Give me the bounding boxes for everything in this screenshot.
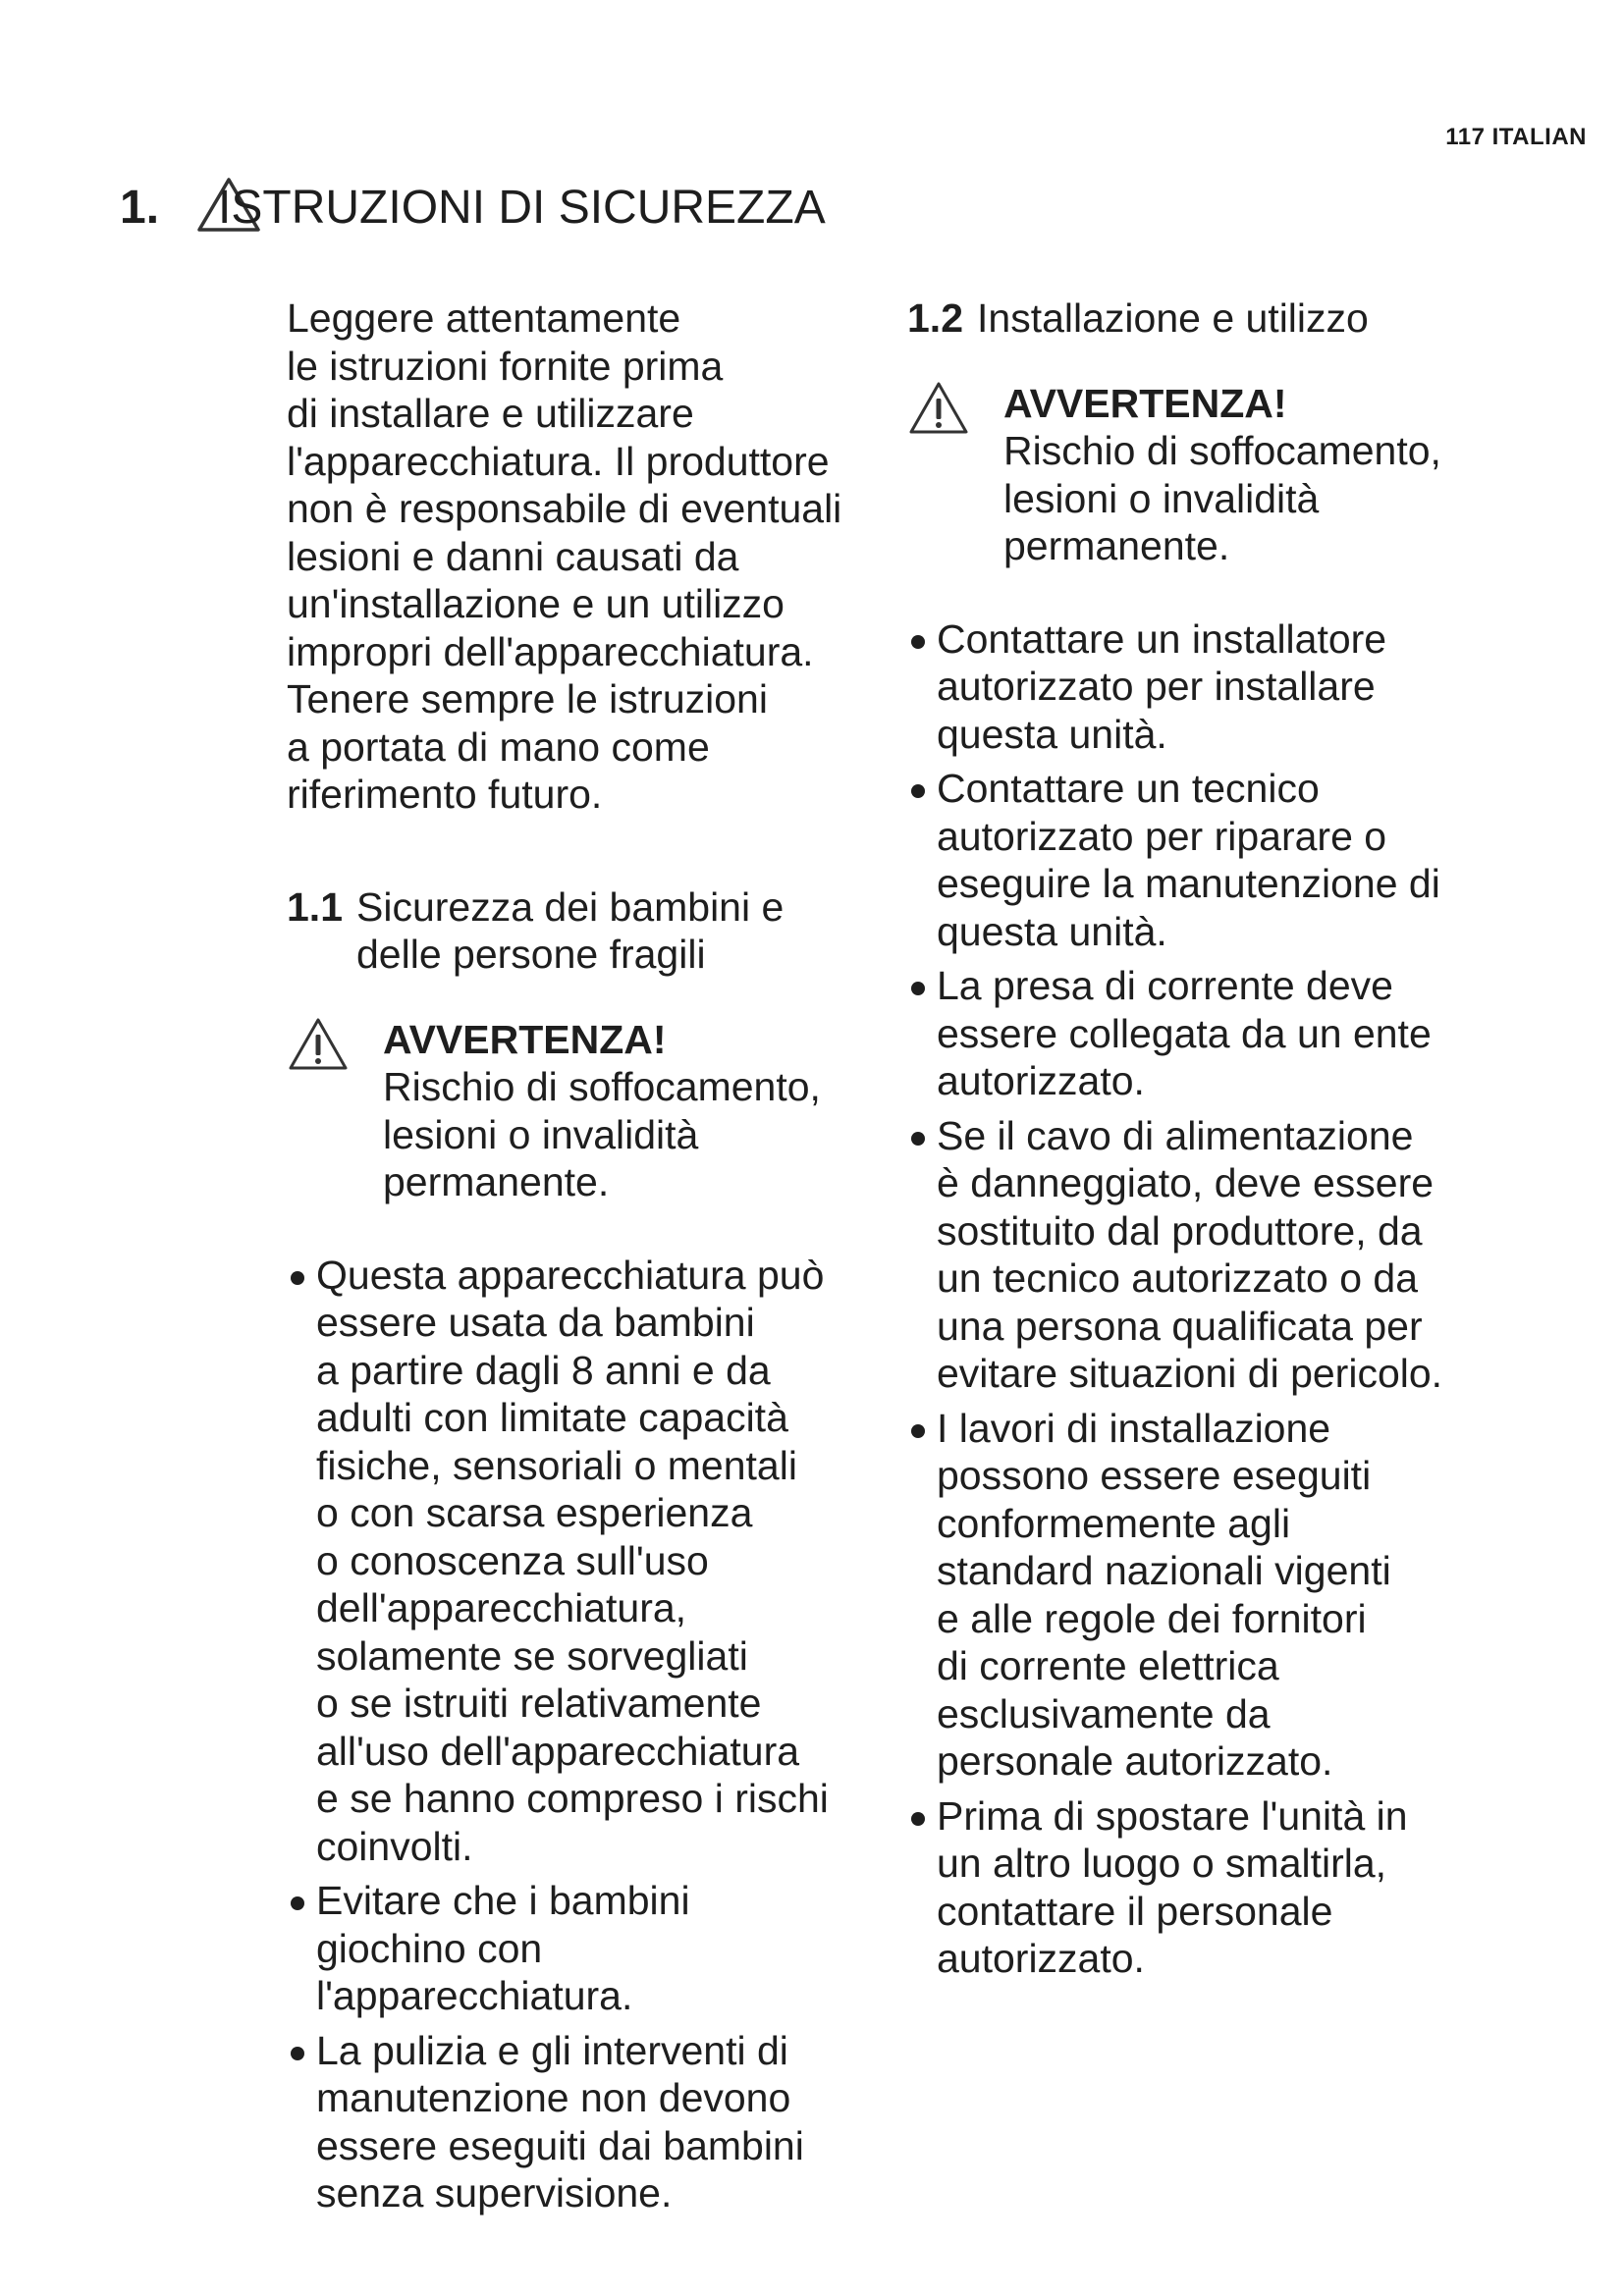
bullet-text: La presa di corrente deve essere collegata da un ente autorizzato. bbox=[937, 963, 1432, 1103]
list-item bbox=[287, 2027, 876, 2217]
list-item bbox=[907, 962, 1487, 1105]
chapter-title-text: ISTRUZIONI DI SICUREZZA bbox=[218, 181, 826, 234]
warning-title: AVVERTENZA! bbox=[383, 1016, 667, 1062]
bullet-text: Se il cavo di alimentazione è danneggiato, deve essere sostituito dal produttore, da un tecnico autorizzato o da una persona qualificata per evitare situazioni di pericolo. bbox=[937, 1112, 1443, 1396]
list-item bbox=[907, 1405, 1487, 1786]
warning-body bbox=[383, 1016, 821, 1206]
bullet-icon bbox=[287, 2027, 316, 2217]
warning-title: AVVERTENZA! bbox=[1003, 380, 1287, 426]
warning-block bbox=[287, 1016, 876, 1206]
bullet-icon bbox=[907, 1405, 937, 1786]
bullet-text: Prima di spostare l'unità in un altro luogo o smaltirla, contattare il personale autorizzato. bbox=[937, 1792, 1408, 1981]
warning-text: Rischio di soffocamento, lesioni o invalidità permanente. bbox=[383, 1064, 821, 1204]
bullet-text: I lavori di installazione possono essere eseguiti conformemente agli standard nazionali vigenti e alle regole dei fornitori di corrente elettrica esclusivamente da personale autorizzato. bbox=[937, 1405, 1391, 1784]
section-heading-1-2 bbox=[907, 294, 1487, 343]
bullet-icon bbox=[907, 1112, 937, 1398]
warning-triangle-icon bbox=[907, 380, 970, 437]
bullet-text: Contattare un installatore autorizzato per installare questa unità. bbox=[937, 615, 1387, 757]
bullet-list bbox=[287, 1252, 876, 2217]
bullet-icon bbox=[907, 765, 937, 955]
warning-body bbox=[1003, 380, 1441, 570]
page-number: 117 ITALIAN bbox=[1445, 124, 1587, 150]
bullet-text: Contattare un tecnico autorizzato per riparare o eseguire la manutenzione di questa unità. bbox=[937, 766, 1440, 954]
section-number: 1.1 bbox=[287, 883, 343, 930]
warning-text: Rischio di soffocamento, lesioni o invalidità permanente. bbox=[1003, 428, 1441, 568]
list-item bbox=[287, 1877, 876, 2020]
right-column bbox=[907, 294, 1487, 1990]
warning-block bbox=[907, 380, 1487, 570]
section-title: Sicurezza dei bambini e delle persone fragili bbox=[356, 883, 785, 977]
warning-triangle-icon bbox=[287, 1016, 350, 1073]
section-heading-1-1 bbox=[287, 883, 876, 979]
bullet-icon bbox=[287, 1252, 316, 1871]
list-item bbox=[907, 1112, 1487, 1398]
left-column bbox=[287, 294, 876, 2224]
bullet-list bbox=[907, 615, 1487, 1983]
bullet-icon bbox=[907, 615, 937, 759]
chapter-number: 1. bbox=[120, 181, 160, 234]
bullet-text: La pulizia e gli interventi di manutenzione non devono essere eseguiti dai bambini senza supervisione. bbox=[316, 2027, 804, 2216]
chapter-title bbox=[120, 177, 826, 238]
section-title: Installazione e utilizzo bbox=[977, 295, 1369, 341]
list-item bbox=[907, 765, 1487, 955]
intro-paragraph: Leggere attentamente le istruzioni fornite prima di installare e utilizzare l'apparecchiatura. Il produttore non è responsabile di eventuali lesioni e danni causati da un'installazione e un utilizzo impropri dell'apparecchiatura. Tenere sempre le istruzioni a portata di mano come riferimento futuro. bbox=[287, 295, 842, 817]
bullet-text: Evitare che i bambini giochino con l'apparecchiatura. bbox=[316, 1878, 690, 2018]
bullet-text: Questa apparecchiatura può essere usata da bambini a partire dagli 8 anni e da adulti con limitate capacità fisiche, sensoriali o mentali o con scarsa esperienza o conoscenza sull'uso dell'apparecchiatura, solamente se sorvegliati o se istruiti relativamente all'uso dell'apparecchiatura e se hanno compreso i rischi coinvolti. bbox=[316, 1252, 829, 1869]
list-item bbox=[907, 1792, 1487, 1983]
list-item bbox=[907, 615, 1487, 759]
bullet-icon bbox=[907, 962, 937, 1105]
bullet-icon bbox=[907, 1792, 937, 1983]
list-item bbox=[287, 1252, 876, 1871]
section-number: 1.2 bbox=[907, 295, 963, 341]
bullet-icon bbox=[287, 1877, 316, 2020]
